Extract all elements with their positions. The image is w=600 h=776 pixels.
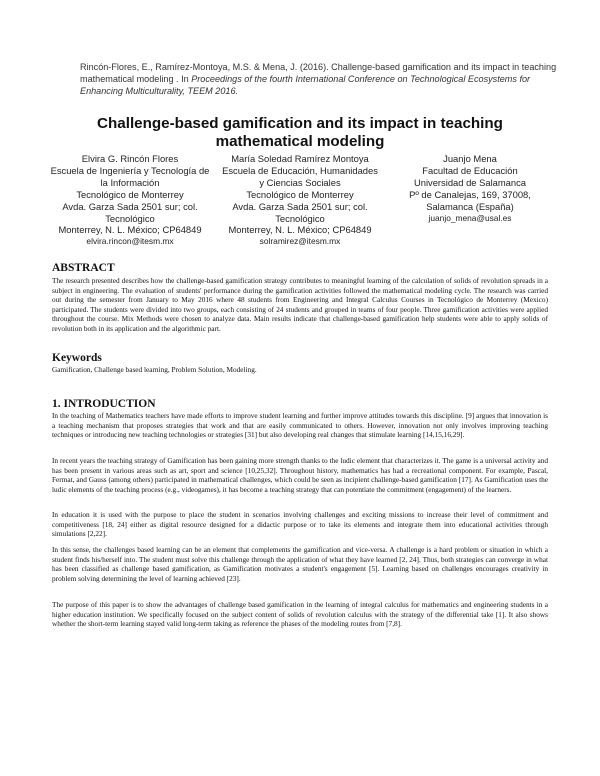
author-affiliation-line: Tecnológico de Monterrey (76, 188, 184, 200)
author-affiliation-line: Facultad de Educación (422, 164, 518, 176)
author-affiliation-line: Tecnológico de Monterrey (246, 188, 354, 200)
author-affiliation-line: la Información (100, 176, 160, 188)
title-line-2: mathematical modeling (215, 133, 385, 150)
author-1 (45, 153, 215, 248)
author-block (45, 153, 555, 248)
author-affiliation-line: Monterrey, N. L. México; CP64849 (58, 224, 202, 236)
introduction-paragraph-3: In education it is used with the purpose to place the student in scenarios involving challenges and exciting missions to increase their level of commitment and competitiveness [18, 24] either as digital resource designed for a didactic purpose or to take its elements and integrate them into educational activities through simulations [2,22]. (52, 510, 548, 539)
author-affiliation-line: Escuela de Educación, Humanidades (222, 164, 378, 176)
introduction-paragraph-2: In recent years the teaching strategy of Gamification has been gaining more strength thanks to the ludic element that characterizes it. The game is a universal activity and has been present in various areas such as art, sport and science [10,25,32]. Throughout history, mathematics has had a recreational component. For example, Pascal, Fermat, and Gauss (among others) participated in mathematical challenges, which could be seen as incipient challenge-based gamification [17]. As Gamification uses the ludic elements of the teaching process (e.g., videogames), it has become a teaching strategy that can potentiate the commitment (engagement) of the learners. (52, 456, 548, 494)
author-name: Juanjo Mena (443, 153, 497, 164)
citation-reference: Rincón-Flores, E., Ramírez-Montoya, M.S. & Mena, J. (2016). Challenge-based gamification and its impact in teaching mathematical modeling . In (80, 62, 557, 84)
author-name: Elvira G. Rincón Flores (81, 153, 179, 164)
author-email: juanjo_mena@usal.es (428, 212, 512, 223)
author-3 (385, 153, 555, 248)
author-email: solramirez@itesm.mx (259, 236, 341, 247)
introduction-paragraph-1: In the teaching of Mathematics teachers have made efforts to improve student learning and further improve attitudes towards this discipline. [9] argues that innovation is a teaching mechanism that proposes strategies that work and that are easily communicated to others. However, innovation not only involves improving teaching techniques or introducing new teaching technologies or strategies [31] but also developing real changes that stimulate learning [14,15,16,29]. (52, 411, 548, 440)
keywords-text: Gamification, Challenge based learning, Problem Solution, Modeling. (52, 365, 257, 374)
citation-header (80, 61, 560, 97)
introduction-paragraph-4: In this sense, the challenges based learning can be an element that complements the gamification and vice-versa. A challenge is a hard problem or situation in which a student finds his/herself into. The student must solve this challenge through the application of what they have learned [2, 24]. Thus, both strategies can converge in what has been classified as challenge based gamification, as Gamification motivates a student's engagement [5]. Learning based on challenges encourages creativity in problem solving determining the level of learning achieved [23]. (52, 545, 548, 583)
abstract-text: The research presented describes how the challenge-based gamification strategy contributes to meaningful learning of the calculation of solids of revolution spreads in a subject in engineering. The evaluation of students' performance during the gamification activities followed the mathematical modeling cycle. The research was carried out during the semester from January to May 2016 where 48 students from Engineering and Integral Calculus Courses in Tecnológico de Monterrey (Mexico) participated. The students were divided into two groups, each consisting of 24 students and grouped in teams of four people. Three gamification activities were applied throughout the course. Mix Methods were chosen to analyze data. Main results indicate that challenge-based gamification help students were able to apply solids of revolution both in its application and the algorithmic part. (52, 276, 548, 333)
abstract-heading: ABSTRACT (52, 262, 115, 274)
citation-venue: Proceedings of the fourth International Conference on Technological Ecosystems for Enhancing Multiculturality, TEEM 2016. (80, 74, 531, 96)
author-affiliation-line: Salamanca (España) (426, 200, 514, 212)
author-name: María Soledad Ramírez Montoya (231, 153, 369, 164)
introduction-heading: 1. INTRODUCTION (52, 398, 156, 410)
author-2 (215, 153, 385, 248)
author-affiliation-line: Tecnológico (105, 212, 155, 224)
author-email: elvira.rincon@itesm.mx (86, 236, 174, 247)
author-affiliation-line: Escuela de Ingeniería y Tecnología de (50, 164, 210, 176)
title-line-1: Challenge-based gamification and its impact in teaching (97, 115, 503, 132)
introduction-paragraph-5: The purpose of this paper is to show the advantages of challenge based gamification in the learning of integral calculus for mathematics and engineering students in a higher education institution. We specifically focused on the subject content of solids of revolution calculus with the strategy of the differential take [1]. It also shows whether the short-term learning stayed valid long-term taking as reference the phases of the modeling routes from [7,8]. (52, 600, 548, 629)
keywords-heading: Keywords (52, 352, 102, 364)
author-affiliation-line: Pº de Canalejas, 169, 37008, (409, 188, 531, 200)
author-affiliation-line: Avda. Garza Sada 2501 sur; col. (62, 200, 198, 212)
author-affiliation-line: y Ciencias Sociales (259, 176, 341, 188)
author-affiliation-line: Tecnológico (275, 212, 325, 224)
author-affiliation-line: Universidad de Salamanca (413, 176, 527, 188)
author-affiliation-line: Avda. Garza Sada 2501 sur; col. (232, 200, 368, 212)
paper-title (60, 115, 540, 151)
author-affiliation-line: Monterrey, N. L. México; CP64849 (228, 224, 372, 236)
